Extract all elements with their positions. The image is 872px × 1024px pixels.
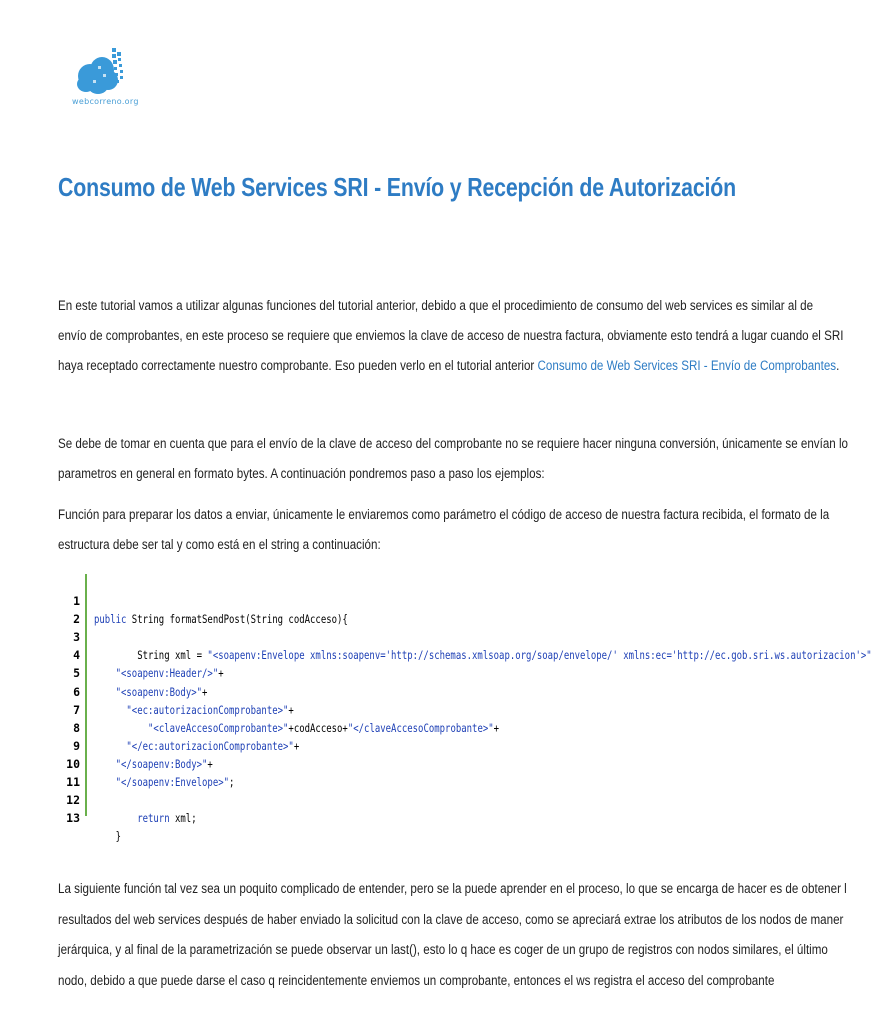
- line-number: 2: [73, 612, 80, 627]
- paragraph-line: parametros en general en formato bytes. A continuación pondremos paso a paso los ejemplos:: [58, 466, 545, 481]
- code-operator: +: [218, 666, 224, 681]
- paragraph-line: estructura debe ser tal y como está en el string a continuación:: [58, 537, 381, 552]
- code-keyword: return: [137, 811, 170, 826]
- code-operator: +: [202, 684, 208, 699]
- code-string: "</claveAccesoComprobante>": [347, 720, 494, 735]
- code-operator: +: [207, 756, 213, 771]
- line-number: 7: [73, 702, 80, 717]
- code-block[interactable]: [58, 574, 872, 844]
- code-operator: +: [288, 702, 294, 717]
- code-string: "</soapenv:Envelope>": [115, 775, 230, 790]
- paragraph-text: haya receptado correctamente nuestro comprobante. Eso pueden verlo en el tutorial anterior: [58, 358, 538, 373]
- code-string: "<claveAccesoComprobante>": [148, 720, 289, 735]
- paragraph-intro: [58, 291, 844, 381]
- paragraph-line: envío de comprobantes, en este proceso se requiere que enviemos la clave de acceso de nuestra factura, obviamente esto tendrá a lugar cuando el SRI: [58, 328, 844, 343]
- code-operator: ;: [229, 775, 235, 790]
- code-string: "<ec:autorizacionComprobante>": [126, 702, 289, 717]
- code-operator: +: [293, 738, 300, 753]
- logo-text: webcorreno.org: [72, 97, 139, 106]
- code-line: [58, 610, 872, 663]
- line-number: 12: [66, 793, 80, 808]
- line-number: 8: [73, 720, 80, 735]
- line-number: 5: [73, 666, 80, 681]
- code-string: "<soapenv:Envelope xmlns:soapenv='http://schemas.xmlsoap.org/soap/envelope/' xmlns:ec='http://ec.gob.sri.ws.autorizacion'>": [207, 648, 872, 663]
- paragraph-line: jerárquica, y al final de la parametrización se puede observar un last(), esto lo q hace es coger de un grupo de registros con nodos similares, el último: [58, 942, 828, 957]
- line-number: 3: [73, 630, 80, 645]
- line-number: 1: [73, 594, 80, 609]
- paragraph-line: [58, 351, 840, 381]
- line-number: 11: [66, 775, 80, 790]
- code-text: String xml =: [94, 648, 208, 663]
- previous-tutorial-link[interactable]: Consumo de Web Services SRI - Envío de Comprobantes: [537, 358, 837, 373]
- code-text: }: [94, 829, 122, 844]
- paragraph-note: [58, 429, 849, 489]
- code-text: String formatSendPost(String codAcceso){: [126, 612, 348, 627]
- code-string: "</ec:autorizacionComprobante>": [126, 738, 294, 753]
- paragraph-line: La siguiente función tal vez sea un poquito complicado de entender, pero se la puede aprender en el proceso, lo que se encarga de hacer es de obtener l: [58, 881, 847, 896]
- code-string: "<soapenv:Body>": [115, 684, 203, 699]
- paragraph-line: Función para preparar los datos a enviar, únicamente le enviaremos como parámetro el código de acceso de nuestra factura recibida, el formato de la: [58, 507, 830, 522]
- code-operator: +: [493, 720, 500, 735]
- code-text: +codAcceso+: [288, 720, 348, 735]
- paragraph-second-function: [58, 874, 847, 996]
- paragraph-function-intro: [58, 500, 830, 560]
- code-string: "</soapenv:Body>": [115, 756, 208, 771]
- line-number: 9: [73, 738, 80, 753]
- paragraph-line: Se debe de tomar en cuenta que para el envío de la clave de acceso del comprobante no se requiere hacer ninguna conversión, únicamente se envían lo: [58, 436, 849, 451]
- line-number: 6: [73, 684, 80, 699]
- code-string: "<soapenv:Header/>": [115, 666, 219, 681]
- code-line: [58, 574, 768, 627]
- article-title: Consumo de Web Services SRI - Envío y Recepción de Autorización: [58, 172, 736, 202]
- line-number: 10: [66, 756, 80, 771]
- paragraph-line: nodo, debido a que puede darse el caso q reincidentemente enviemos un comprobante, entonces el ws registra el acceso del comprobante: [58, 972, 775, 988]
- paragraph-line: En este tutorial vamos a utilizar algunas funciones del tutorial anterior, debido a que el procedimiento de consumo del web services es similar al de: [58, 298, 814, 313]
- line-number: 4: [73, 648, 80, 663]
- paragraph-line: resultados del web services después de haber enviado la solicitud con la clave de acceso, como se apreciará extrae los atributos de los nodos de maner: [58, 911, 844, 927]
- line-number: 13: [66, 811, 80, 826]
- code-text: xml;: [169, 811, 197, 826]
- paragraph-text: .: [836, 358, 840, 373]
- code-keyword: public: [94, 612, 127, 627]
